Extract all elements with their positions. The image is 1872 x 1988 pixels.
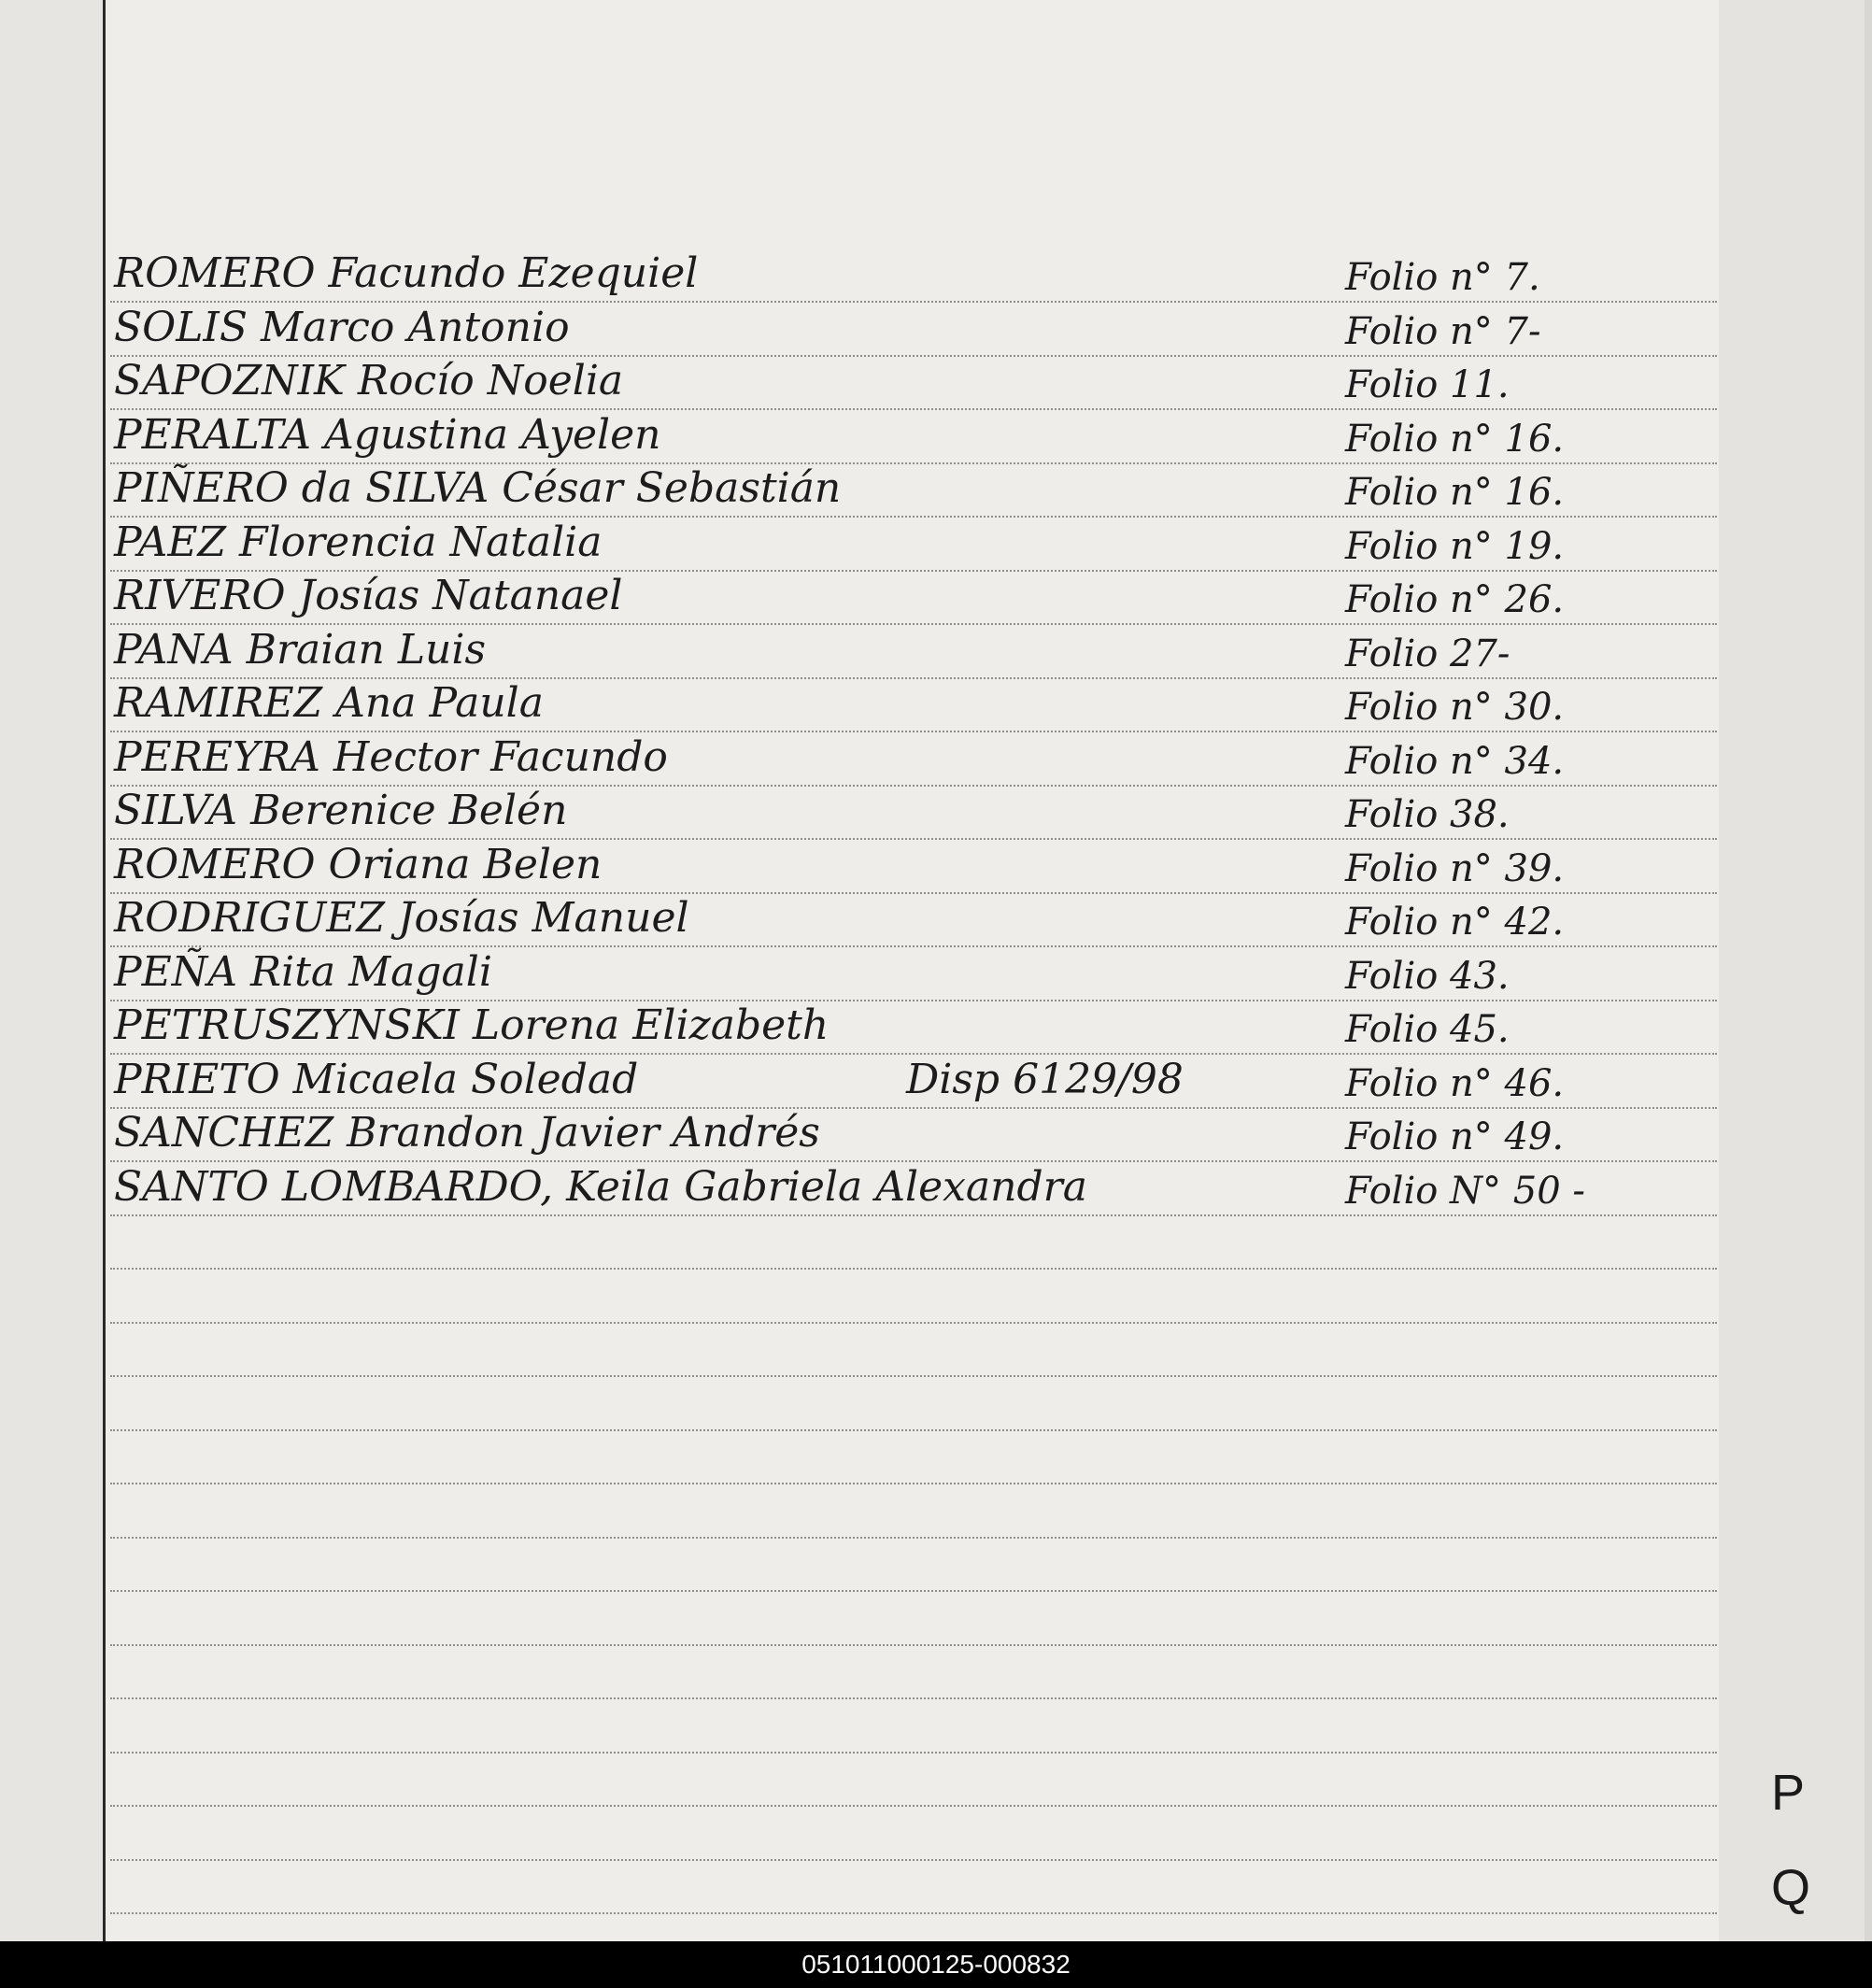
entry-name: PAEZ Florencia Natalia: [114, 518, 603, 566]
document-code: 051011000125-000832: [801, 1950, 1071, 1979]
entry-folio: Folio n° 7-: [1345, 310, 1541, 353]
register-entry: [114, 1001, 1721, 1053]
margin-line: [103, 0, 106, 1941]
register-entry: [114, 840, 1721, 892]
ruled-line: [110, 1429, 1717, 1431]
entry-name: ROMERO Facundo Ezequiel: [114, 249, 699, 297]
entry-name: PIÑERO da SILVA César Sebastián: [114, 464, 842, 512]
page-edge: [1865, 0, 1872, 1941]
ruled-line: [110, 1805, 1717, 1807]
entry-name: RODRIGUEZ Josías Manuel: [114, 894, 689, 942]
entry-folio: Folio n° 7.: [1345, 256, 1540, 299]
register-entry: [114, 732, 1721, 785]
entry-name: RIVERO Josías Natanael: [114, 572, 623, 619]
entry-folio: Folio 45.: [1345, 1008, 1510, 1051]
entry-folio: Folio n° 34.: [1345, 740, 1565, 783]
ruled-line: [110, 1644, 1717, 1646]
ruled-line: [110, 1912, 1717, 1914]
register-entry: [114, 571, 1721, 623]
entry-name: RAMIREZ Ana Paula: [114, 679, 544, 727]
index-letter-p: P: [1771, 1765, 1806, 1821]
entry-folio: Folio n° 46.: [1345, 1062, 1565, 1105]
index-letter-q: Q: [1771, 1860, 1811, 1916]
entry-folio: Folio n° 16.: [1345, 418, 1565, 461]
entry-folio: Folio n° 42.: [1345, 901, 1565, 944]
entry-folio: Folio 11.: [1345, 363, 1510, 406]
scan-footer: [0, 1941, 1872, 1988]
register-entry: [114, 1108, 1721, 1160]
entry-name: SANTO LOMBARDO, Keila Gabriela Alexandra: [114, 1163, 1087, 1211]
ruled-line: [110, 1375, 1717, 1377]
entry-folio: Folio 43.: [1345, 955, 1510, 998]
ruled-line: [110, 1859, 1717, 1861]
ruled-line: [110, 1268, 1717, 1270]
register-entry: [114, 678, 1721, 731]
register-entry: [114, 248, 1721, 301]
entry-name: SAPOZNIK Rocío Noelia: [114, 357, 624, 405]
entry-folio: Folio 27-: [1345, 632, 1510, 675]
entry-name: SILVA Berenice Belén: [114, 787, 568, 834]
left-margin: [0, 0, 105, 1941]
entry-folio: Folio N° 50 -: [1345, 1170, 1585, 1213]
entry-note: Disp 6129/98: [906, 1056, 1184, 1103]
entry-folio: Folio n° 49.: [1345, 1115, 1565, 1158]
entry-name: PRIETO Micaela Soledad: [114, 1056, 639, 1103]
register-entry: [114, 1162, 1721, 1214]
entry-folio: Folio n° 26.: [1345, 578, 1565, 621]
entry-name: ROMERO Oriana Belen: [114, 841, 603, 888]
entry-name: SOLIS Marco Antonio: [114, 304, 570, 351]
ruled-line: [110, 1590, 1717, 1592]
ruled-line: [110, 1483, 1717, 1484]
index-tab-strip: [1719, 0, 1872, 1941]
register-entry: [114, 893, 1721, 945]
entry-name: PERALTA Agustina Ayelen: [114, 411, 661, 459]
register-entry: [114, 410, 1721, 462]
entry-folio: Folio n° 39.: [1345, 847, 1565, 890]
ruled-line: [110, 1697, 1717, 1699]
entry-name: PANA Braian Luis: [114, 626, 487, 674]
register-entry: [114, 786, 1721, 838]
entry-name: SANCHEZ Brandon Javier Andrés: [114, 1109, 820, 1157]
entry-folio: Folio n° 19.: [1345, 525, 1565, 568]
entry-folio: Folio n° 16.: [1345, 471, 1565, 514]
entry-folio: Folio 38.: [1345, 793, 1510, 836]
register-entry: [114, 1055, 1721, 1107]
ruled-line: [110, 1752, 1717, 1754]
entry-name: PEÑA Rita Magali: [114, 948, 492, 996]
register-entry: [114, 303, 1721, 355]
register-entry: [114, 463, 1721, 516]
register-entry: [114, 356, 1721, 408]
register-entry: [114, 947, 1721, 1000]
register-entry: [114, 625, 1721, 677]
ruled-line: [110, 1322, 1717, 1324]
entry-name: PETRUSZYNSKI Lorena Elizabeth: [114, 1001, 830, 1049]
register-entry: [114, 518, 1721, 570]
ruled-line: [110, 1537, 1717, 1539]
entry-name: PEREYRA Hector Facundo: [114, 733, 668, 781]
ruled-line: [110, 1214, 1717, 1216]
entry-folio: Folio n° 30.: [1345, 686, 1565, 729]
